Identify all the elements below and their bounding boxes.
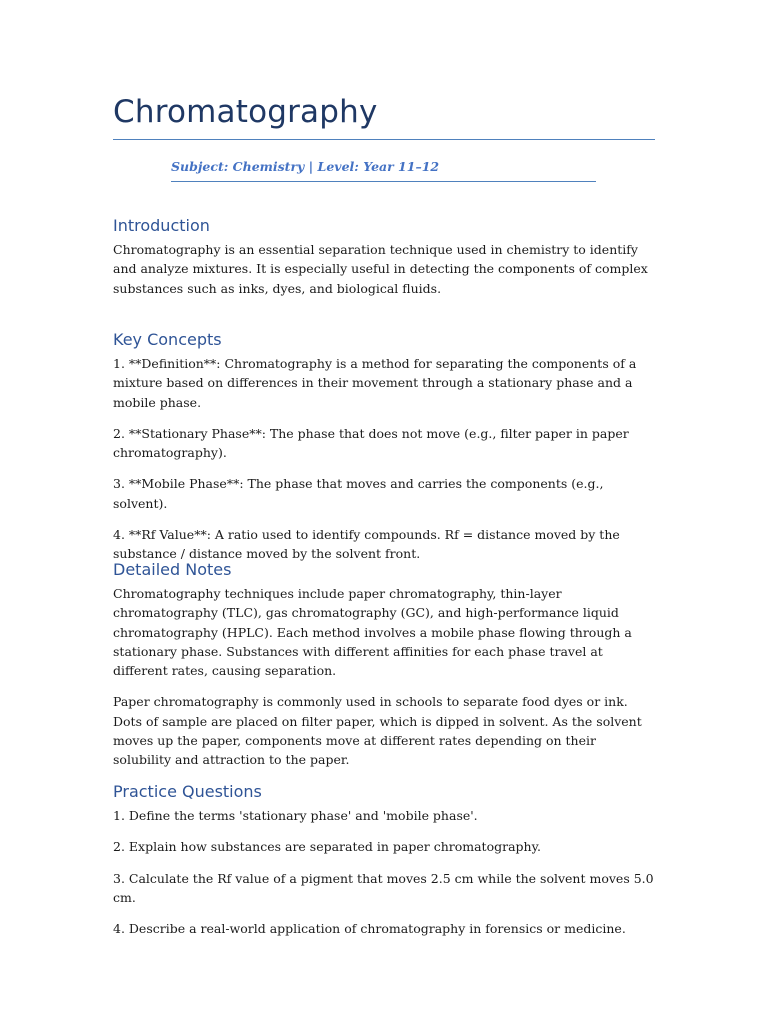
introduction-heading: Introduction [113, 216, 210, 235]
key-concept-item: 2. **Stationary Phase**: The phase that does not move (e.g., filter paper in paper chromatography). [113, 425, 629, 461]
practice-question-item: 1. Define the terms 'stationary phase' and 'mobile phase'. [113, 808, 478, 823]
practice-question-item: 4. Describe a real-world application of chromatography in forensics or medicine. [113, 921, 626, 937]
detailed-notes-paragraph: Paper chromatography is commonly used in schools to separate food dyes or ink. Dots of sample are placed on filter paper, which is dipped in solvent. As the solvent moves up the paper, components move at different rates depending on their solubility and attraction to the paper. [113, 694, 642, 768]
document-title: Chromatography [113, 94, 378, 130]
document-subtitle: Subject: Chemistry | Level: Year 11–12 [171, 159, 440, 174]
detailed-notes-heading: Detailed Notes [113, 560, 232, 579]
detailed-notes-section [113, 559, 655, 770]
introduction-paragraph: Chromatography is an essential separation technique used in chemistry to identify and analyze mixtures. It is especially useful in detecting the components of complex substances such as inks, dyes, and biological fluids. [113, 242, 648, 296]
subtitle-divider [171, 181, 596, 182]
detailed-notes-paragraph: Chromatography techniques include paper chromatography, thin-layer chromatography (TLC), gas chromatography (GC), and high-performance liquid chromatography (HPLC). Each method involves a mobile phase flowing through a stationary phase. Substances with different affinities for each phase travel at different rates, causing separation. [113, 586, 632, 679]
key-concepts-heading: Key Concepts [113, 330, 222, 349]
introduction-section [113, 215, 655, 298]
practice-questions-section [113, 781, 655, 938]
practice-question-item: 2. Explain how substances are separated in paper chromatography. [113, 839, 541, 855]
key-concepts-section [113, 329, 655, 564]
practice-questions-heading: Practice Questions [113, 782, 262, 801]
key-concept-item: 4. **Rf Value**: A ratio used to identify compounds. Rf = distance moved by the substance / distance moved by the solvent front. [113, 527, 620, 562]
key-concept-item: 3. **Mobile Phase**: The phase that moves and carries the components (e.g., solvent). [113, 476, 604, 511]
practice-question-item: 3. Calculate the Rf value of a pigment that moves 2.5 cm while the solvent moves 5.0 cm. [113, 870, 654, 905]
key-concept-item: 1. **Definition**: Chromatography is a method for separating the components of a mixture based on differences in their movement through a stationary phase and a mobile phase. [113, 356, 637, 410]
title-divider [113, 139, 655, 140]
